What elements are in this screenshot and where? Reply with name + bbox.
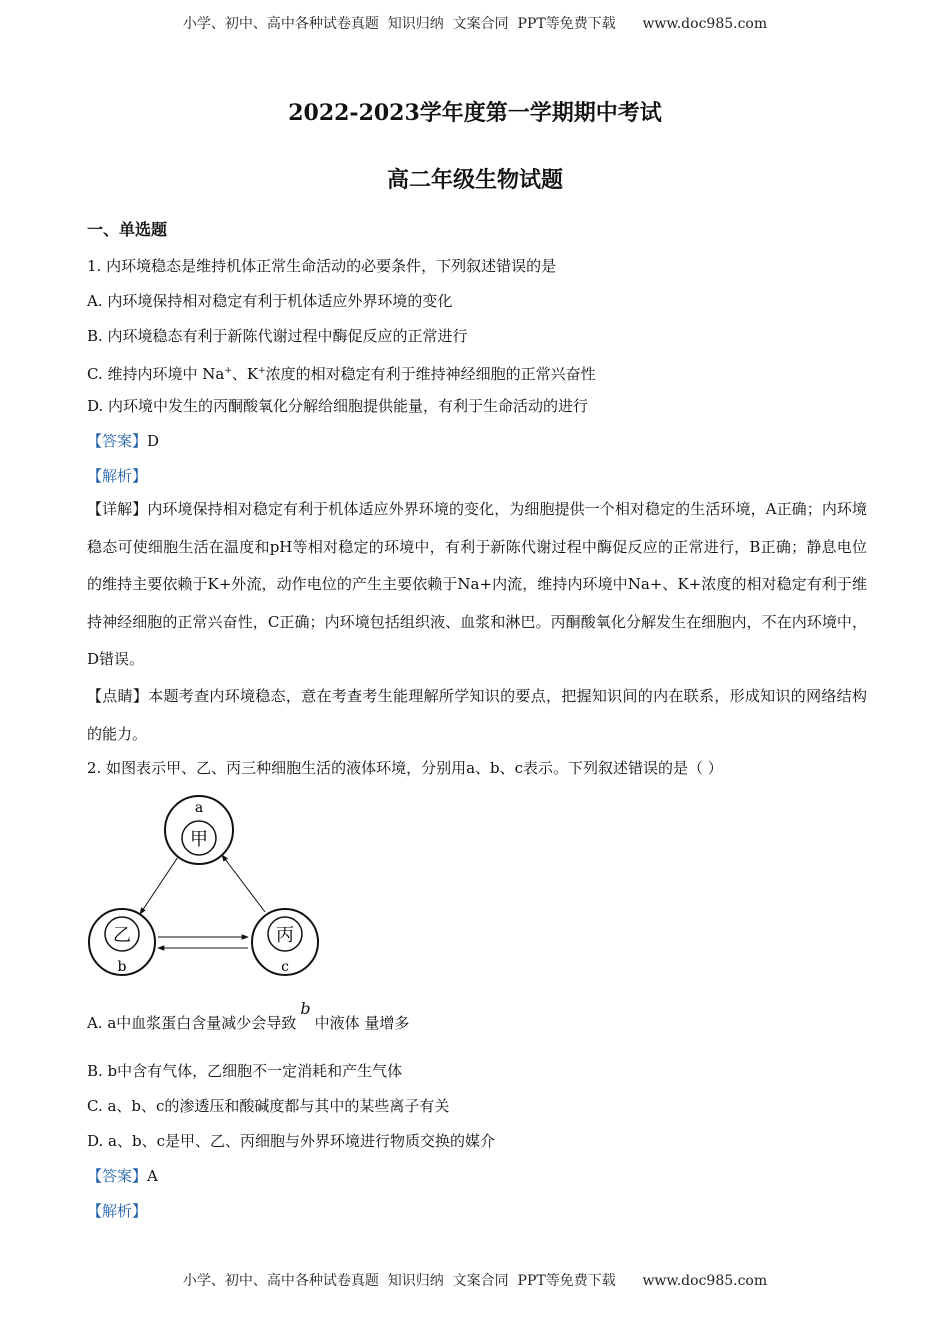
q1-detail-text: 内环境保持相对稳定有利于机体适应外界环境的变化，为细胞提供一个相对稳定的生活环境，A正确；内环境稳态可使细胞生活在温度和pH等相对稳定的环境中，有利于新陈代谢过程中酶促反应的正常进行，B正确；静息电位的维持主要依赖于K+外流，动作电位的产生主要依赖于Na+内流，维持内环境中Na+、K+浓度的相对稳定有利于维持神经细胞的正常兴奋性，C正确；内环境包括组织液、血浆和淋巴。丙酮酸氧化分解发生在细胞内，不在内环境中，D错误。 (87, 500, 867, 668)
q1-option-a: A. 内环境保持相对稳定有利于机体适应外界环境的变化 (87, 292, 453, 310)
q1-comment-text: 本题考查内环境稳态，意在考查考生能理解所学知识的要点，把握知识间的内在联系，形成知识的网络结构的能力。 (87, 687, 867, 743)
q1-option-c-text-1: C. 维持内环境中 Na (87, 365, 225, 383)
fluid-b-label: b (117, 959, 127, 975)
q1-option-c-text-2: 、K (231, 365, 259, 383)
q2-option-a (87, 999, 410, 1033)
q2-option-a-text-2: 中液体 量增多 (314, 1014, 410, 1032)
fluid-environment-diagram (82, 790, 332, 990)
q2-answer-value: A (147, 1167, 158, 1185)
q2-option-b: B. b中含有气体，乙细胞不一定消耗和产生气体 (87, 1062, 403, 1080)
q2-option-d: D. a、b、c是甲、乙、丙细胞与外界环境进行物质交换的媒介 (87, 1132, 495, 1150)
q1-answer-value: D (147, 432, 160, 450)
page-header: 小学、初中、高中各种试卷真题 知识归纳 文案合同 PPT等免费下载 www.doc985.com (182, 16, 768, 32)
q1-option-c-sup-1: + (224, 366, 232, 376)
page-footer: 小学、初中、高中各种试卷真题 知识归纳 文案合同 PPT等免费下载 www.doc985.com (182, 1273, 768, 1289)
q1-option-d: D. 内环境中发生的丙酮酸氧化分解给细胞提供能量，有利于生命活动的进行 (87, 397, 589, 415)
q1-detail-label: 【详解】 (87, 500, 148, 518)
q1-option-c (87, 361, 596, 384)
q1-option-c-text-3: 浓度的相对稳定有利于维持神经细胞的正常兴奋性 (265, 365, 596, 383)
q2-answer (87, 1166, 158, 1186)
q2-option-c: C. a、b、c的渗透压和酸碱度都与其中的某些离子有关 (87, 1097, 450, 1115)
q1-detail (87, 491, 867, 679)
q2-option-a-text-1: A. a中血浆蛋白含量减少会导致 (87, 1014, 297, 1032)
cell-jia-label: 甲 (190, 829, 208, 850)
q1-option-b: B. 内环境稳态有利于新陈代谢过程中酶促反应的正常进行 (87, 327, 468, 345)
q1-comment-label: 【点睛】 (87, 687, 149, 705)
q1-answer-label: 【答案】 (87, 432, 148, 450)
q1-comment (87, 678, 867, 753)
exam-title: 2022-2023学年度第一学期期中考试 (288, 100, 662, 126)
fluid-a-label: a (194, 800, 204, 816)
q2-answer-label: 【答案】 (87, 1167, 148, 1185)
q1-option-c-sup-2: + (258, 366, 266, 376)
q2-analysis-label: 【解析】 (87, 1202, 148, 1220)
q2-stem: 2. 如图表示甲、乙、丙三种细胞生活的液体环境，分别用a、b、c表示。下列叙述错误的是（ ） (87, 759, 723, 777)
exam-subtitle: 高二年级生物试题 (386, 167, 563, 193)
fluid-c-label: c (281, 959, 289, 975)
q1-answer (87, 431, 159, 451)
arrow-a-to-b (140, 857, 178, 914)
q1-stem: 1. 内环境稳态是维持机体正常生命活动的必要条件，下列叙述错误的是 (87, 257, 557, 275)
cell-bing-label: 丙 (276, 925, 294, 946)
arrow-c-to-a (222, 855, 265, 912)
cell-yi-label: 乙 (113, 925, 131, 946)
q2-option-a-variable: b (300, 999, 311, 1018)
q1-analysis-label: 【解析】 (87, 467, 148, 485)
section-heading: 一、单选题 (87, 220, 168, 239)
